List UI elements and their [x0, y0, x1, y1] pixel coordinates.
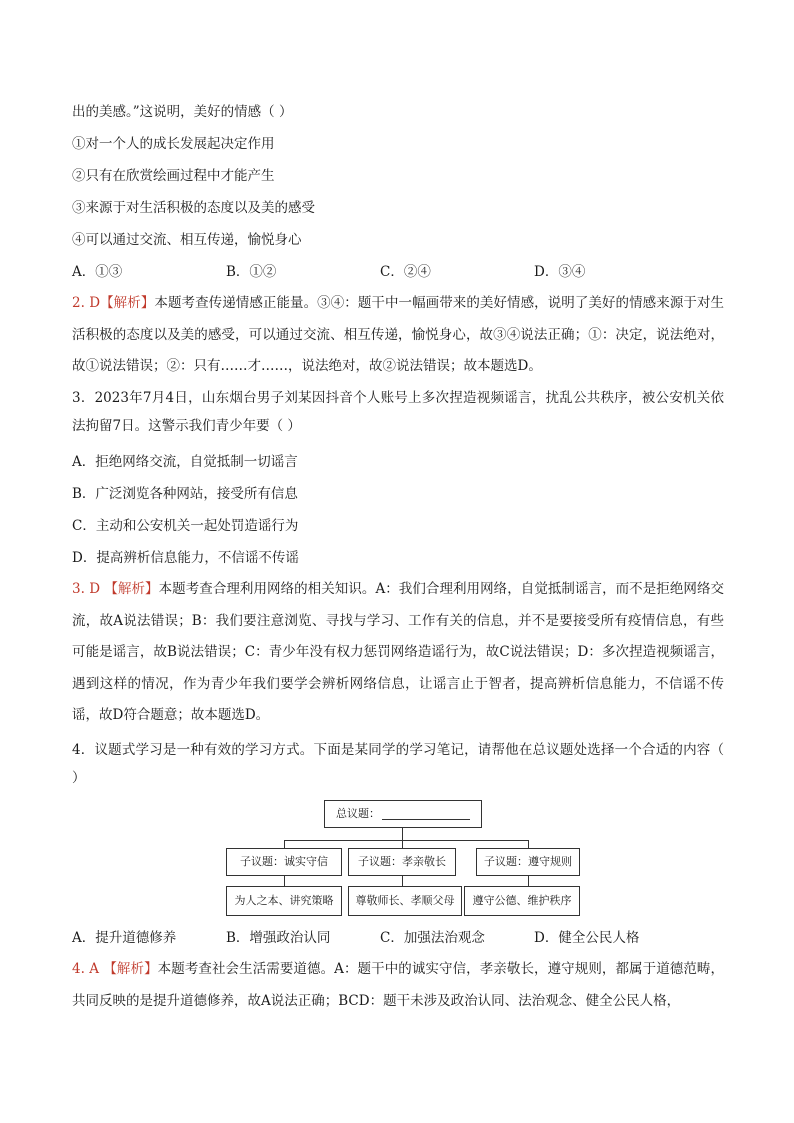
q3-option-c: C．主动和公安机关一起处罚造谣行为 — [72, 518, 299, 534]
q2-option-a: A．①③ — [72, 264, 123, 280]
connector — [402, 875, 403, 886]
connector — [402, 840, 403, 848]
q3-analysis — [72, 574, 724, 732]
q2-statement-3: ③来源于对生活积极的态度以及美的感受 — [72, 200, 315, 216]
diagram-leaf-1: 为人之本、讲究策略 — [226, 886, 342, 916]
connector — [528, 875, 529, 886]
q4-options — [72, 928, 732, 948]
connector — [284, 840, 285, 848]
diagram-root-blank — [382, 809, 470, 820]
q2-statement-4: ④可以通过交流、相互传递，愉悦身心 — [72, 232, 302, 248]
q3-option-b: B．广泛浏览各种网站，接受所有信息 — [72, 486, 298, 502]
q3-analysis-text: 本题考查合理利用网络的相关知识。A：我们合理利用网络，自觉抵制谣言，而不是拒绝网络交流，故A说法错误；B：我们要注意浏览、寻找与学习、工作有关的信息，并不是要接受所有疫情信息，有些可能是谣言，故B说法错误；C：青少年没有权力惩罚网络造谣行为，故C说法错误；D：多次捏造视频谣言，遇到这样的情况，作为青少年我们要学会辨析网络信息，让谣言止于智者，提高辨析信息能力，不信谣不传谣，故D符合题意；故本题选D。 — [72, 581, 724, 724]
diagram-root-box — [324, 800, 482, 828]
q3-stem: 3．2023年7月4日，山东烟台男子刘某因抖音个人账号上多次捏造视频谣言，扰乱公共秩序，被公安机关依法拘留7日。这警示我们青少年要（ ） — [72, 390, 724, 434]
diagram-leaf-2: 尊敬师长、孝顺父母 — [348, 886, 462, 916]
q2-analysis-text: 本题考查传递情感正能量。③④：题干中一幅画带来的美好情感，说明了美好的情感来源于对生活积极的态度以及美的感受，可以通过交流、相互传递，愉悦身心，故③④说法正确；①：决定，说法绝对，故①说法错误；②：只有……才……，说法绝对，故②说法错误；故本题选D。 — [72, 295, 725, 375]
q2-answer-tag: 2. D【解析】 — [72, 295, 155, 311]
diagram-leaf-3: 遵守公德、维护秩序 — [464, 886, 580, 916]
diagram-root-label: 总议题： — [336, 807, 380, 820]
q2-analysis — [72, 288, 724, 383]
q3-option-d: D．提高辨析信息能力，不信谣不传谣 — [72, 550, 299, 566]
connector — [284, 875, 285, 886]
q4-analysis — [72, 954, 724, 1017]
q4-option-c: C．加强法治观念 — [380, 930, 485, 946]
q2-statement-2: ②只有在欣赏绘画过程中才能产生 — [72, 168, 275, 184]
q2-option-b: B．①② — [226, 264, 277, 280]
q4-stem: 4．议题式学习是一种有效的学习方式。下面是某同学的学习笔记，请帮他在总议题处选择一个合适的内容（ ） — [72, 742, 724, 786]
q3-answer-tag: 3. D 【解析】 — [72, 581, 159, 597]
q2-options — [72, 262, 732, 282]
diagram-sub-2: 子议题：孝亲敬长 — [348, 848, 456, 876]
diagram-sub-3: 子议题：遵守规则 — [476, 848, 580, 876]
q2-option-c: C．②④ — [380, 264, 431, 280]
q4-analysis-text: 本题考查社会生活需要道德。A：题干中的诚实守信，孝亲敬长，遵守规则，都属于道德范畴，共同反映的是提升道德修养，故A说法正确；BCD：题干未涉及政治认同、法治观念、健全公民人格， — [72, 961, 725, 1009]
q2-stem-tail: 出的美感。”这说明，美好的情感（ ） — [72, 104, 293, 120]
q2-option-d: D．③④ — [534, 264, 586, 280]
diagram-sub-1: 子议题：诚实守信 — [226, 848, 342, 876]
connector — [528, 840, 529, 848]
connector — [284, 840, 528, 841]
q3-option-a: A．拒绝网络交流，自觉抵制一切谣言 — [72, 454, 298, 470]
q4-option-d: D．健全公民人格 — [534, 930, 640, 946]
connector — [402, 827, 403, 840]
q2-statement-1: ①对一个人的成长发展起决定作用 — [72, 136, 275, 152]
q4-option-a: A．提升道德修养 — [72, 930, 177, 946]
q4-answer-tag: 4. A 【解析】 — [72, 961, 158, 977]
topic-diagram — [226, 800, 580, 920]
q4-option-b: B．增强政治认同 — [226, 930, 331, 946]
